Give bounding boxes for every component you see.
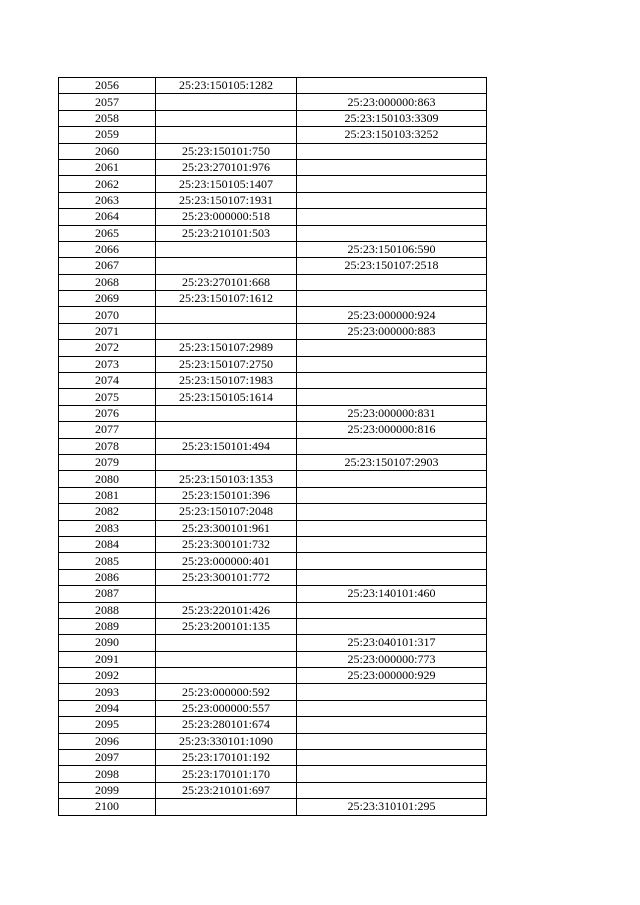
row-number-cell: 2100	[59, 799, 156, 815]
cadastral-number-cell-b	[297, 766, 487, 782]
cadastral-number-cell-b	[297, 471, 487, 487]
cadastral-number-cell-a	[156, 405, 297, 421]
cadastral-number-cell-a: 25:23:300101:961	[156, 520, 297, 536]
row-number-cell: 2086	[59, 569, 156, 585]
row-number-cell: 2059	[59, 127, 156, 143]
table-row	[59, 651, 487, 667]
table-row	[59, 209, 487, 225]
table-row	[59, 750, 487, 766]
table-row	[59, 389, 487, 405]
cadastral-number-cell-a: 25:23:000000:557	[156, 700, 297, 716]
row-number-cell: 2084	[59, 536, 156, 552]
table-row	[59, 274, 487, 290]
table-row	[59, 733, 487, 749]
row-number-cell: 2089	[59, 618, 156, 634]
cadastral-number-cell-b	[297, 487, 487, 503]
cadastral-number-cell-b	[297, 78, 487, 94]
cadastral-number-cell-b	[297, 504, 487, 520]
row-number-cell: 2094	[59, 700, 156, 716]
cadastral-number-cell-a: 25:23:300101:772	[156, 569, 297, 585]
row-number-cell: 2096	[59, 733, 156, 749]
cadastral-number-cell-b: 25:23:140101:460	[297, 586, 487, 602]
cadastral-number-cell-a: 25:23:300101:732	[156, 536, 297, 552]
cadastral-number-cell-b	[297, 176, 487, 192]
row-number-cell: 2071	[59, 323, 156, 339]
cadastral-number-cell-b: 25:23:000000:929	[297, 668, 487, 684]
cadastral-number-cell-b	[297, 733, 487, 749]
row-number-cell: 2058	[59, 110, 156, 126]
row-number-cell: 2073	[59, 356, 156, 372]
cadastral-number-cell-b	[297, 438, 487, 454]
cadastral-number-cell-b: 25:23:040101:317	[297, 635, 487, 651]
row-number-cell: 2062	[59, 176, 156, 192]
table-row	[59, 176, 487, 192]
row-number-cell: 2081	[59, 487, 156, 503]
row-number-cell: 2068	[59, 274, 156, 290]
row-number-cell: 2078	[59, 438, 156, 454]
table-body	[59, 78, 487, 816]
cadastral-number-cell-b	[297, 291, 487, 307]
table-row	[59, 405, 487, 421]
cadastral-number-cell-a: 25:23:150101:750	[156, 143, 297, 159]
row-number-cell: 2066	[59, 241, 156, 257]
row-number-cell: 2092	[59, 668, 156, 684]
row-number-cell: 2083	[59, 520, 156, 536]
cadastral-number-cell-b: 25:23:000000:883	[297, 323, 487, 339]
row-number-cell: 2069	[59, 291, 156, 307]
row-number-cell: 2099	[59, 782, 156, 798]
table-row	[59, 684, 487, 700]
cadastral-number-cell-a	[156, 323, 297, 339]
cadastral-number-cell-a: 25:23:150105:1407	[156, 176, 297, 192]
table-row	[59, 159, 487, 175]
row-number-cell: 2061	[59, 159, 156, 175]
cadastral-number-cell-a: 25:23:000000:401	[156, 553, 297, 569]
cadastral-number-cell-a: 25:23:170101:170	[156, 766, 297, 782]
cadastral-number-cell-a: 25:23:150107:1931	[156, 192, 297, 208]
cadastral-number-cell-b: 25:23:000000:924	[297, 307, 487, 323]
table-row	[59, 504, 487, 520]
cadastral-number-cell-b	[297, 602, 487, 618]
table-row	[59, 471, 487, 487]
cadastral-number-cell-b: 25:23:150107:2518	[297, 258, 487, 274]
cadastral-number-cell-b	[297, 389, 487, 405]
table-row	[59, 225, 487, 241]
cadastral-number-cell-a: 25:23:150103:1353	[156, 471, 297, 487]
cadastral-number-cell-a	[156, 258, 297, 274]
table-row	[59, 700, 487, 716]
cadastral-number-cell-b: 25:23:150107:2903	[297, 454, 487, 470]
cadastral-number-cell-b	[297, 340, 487, 356]
row-number-cell: 2093	[59, 684, 156, 700]
table-row	[59, 487, 487, 503]
table-row	[59, 454, 487, 470]
row-number-cell: 2087	[59, 586, 156, 602]
table-row	[59, 782, 487, 798]
row-number-cell: 2082	[59, 504, 156, 520]
cadastral-number-cell-b	[297, 700, 487, 716]
cadastral-number-cell-a	[156, 110, 297, 126]
table-row	[59, 799, 487, 815]
table-row	[59, 766, 487, 782]
cadastral-number-cell-b	[297, 225, 487, 241]
cadastral-number-cell-a	[156, 799, 297, 815]
cadastral-number-cell-b	[297, 356, 487, 372]
cadastral-number-cell-b	[297, 143, 487, 159]
cadastral-number-cell-a: 25:23:220101:426	[156, 602, 297, 618]
cadastral-number-cell-a: 25:23:280101:674	[156, 717, 297, 733]
cadastral-number-cell-b	[297, 536, 487, 552]
row-number-cell: 2076	[59, 405, 156, 421]
cadastral-number-cell-b	[297, 192, 487, 208]
row-number-cell: 2067	[59, 258, 156, 274]
table-row	[59, 422, 487, 438]
row-number-cell: 2060	[59, 143, 156, 159]
cadastral-number-cell-a	[156, 94, 297, 110]
table-row	[59, 438, 487, 454]
table-row	[59, 586, 487, 602]
table-row	[59, 143, 487, 159]
row-number-cell: 2065	[59, 225, 156, 241]
cadastral-number-cell-b: 25:23:000000:831	[297, 405, 487, 421]
cadastral-number-cell-a: 25:23:270101:668	[156, 274, 297, 290]
cadastral-number-cell-b: 25:23:000000:863	[297, 94, 487, 110]
cadastral-number-cell-a: 25:23:200101:135	[156, 618, 297, 634]
cadastral-number-cell-a	[156, 586, 297, 602]
cadastral-number-cell-a: 25:23:150107:2989	[156, 340, 297, 356]
row-number-cell: 2074	[59, 373, 156, 389]
table-row	[59, 569, 487, 585]
table-row	[59, 602, 487, 618]
table-row	[59, 307, 487, 323]
row-number-cell: 2070	[59, 307, 156, 323]
cadastral-number-cell-a	[156, 422, 297, 438]
cadastral-number-cell-a: 25:23:170101:192	[156, 750, 297, 766]
table-row	[59, 127, 487, 143]
table-row	[59, 291, 487, 307]
table-row	[59, 373, 487, 389]
cadastral-number-cell-b: 25:23:150103:3309	[297, 110, 487, 126]
cadastral-number-cell-b	[297, 159, 487, 175]
table-row	[59, 110, 487, 126]
table-row	[59, 340, 487, 356]
row-number-cell: 2056	[59, 78, 156, 94]
cadastral-number-cell-b: 25:23:310101:295	[297, 799, 487, 815]
row-number-cell: 2085	[59, 553, 156, 569]
row-number-cell: 2091	[59, 651, 156, 667]
cadastral-number-cell-a: 25:23:210101:503	[156, 225, 297, 241]
data-table	[58, 77, 487, 816]
cadastral-number-cell-b	[297, 553, 487, 569]
cadastral-number-cell-b: 25:23:150106:590	[297, 241, 487, 257]
table-row	[59, 192, 487, 208]
cadastral-number-cell-a: 25:23:210101:697	[156, 782, 297, 798]
cadastral-number-cell-a	[156, 241, 297, 257]
row-number-cell: 2098	[59, 766, 156, 782]
table-row	[59, 536, 487, 552]
cadastral-number-cell-b	[297, 373, 487, 389]
cadastral-number-cell-a	[156, 127, 297, 143]
row-number-cell: 2075	[59, 389, 156, 405]
table-row	[59, 553, 487, 569]
row-number-cell: 2095	[59, 717, 156, 733]
cadastral-number-cell-b	[297, 569, 487, 585]
row-number-cell: 2063	[59, 192, 156, 208]
cadastral-number-cell-a	[156, 668, 297, 684]
table-row	[59, 323, 487, 339]
row-number-cell: 2080	[59, 471, 156, 487]
cadastral-number-cell-b: 25:23:000000:816	[297, 422, 487, 438]
row-number-cell: 2072	[59, 340, 156, 356]
row-number-cell: 2064	[59, 209, 156, 225]
cadastral-number-cell-b: 25:23:000000:773	[297, 651, 487, 667]
table-row	[59, 520, 487, 536]
cadastral-number-cell-a	[156, 635, 297, 651]
row-number-cell: 2088	[59, 602, 156, 618]
table-row	[59, 258, 487, 274]
table-row	[59, 635, 487, 651]
row-number-cell: 2097	[59, 750, 156, 766]
row-number-cell: 2057	[59, 94, 156, 110]
cadastral-number-cell-a	[156, 307, 297, 323]
cadastral-number-cell-a: 25:23:330101:1090	[156, 733, 297, 749]
table-row	[59, 241, 487, 257]
cadastral-number-cell-b	[297, 717, 487, 733]
cadastral-number-cell-b	[297, 618, 487, 634]
cadastral-number-cell-a: 25:23:000000:518	[156, 209, 297, 225]
table-row	[59, 618, 487, 634]
row-number-cell: 2090	[59, 635, 156, 651]
cadastral-number-cell-a	[156, 454, 297, 470]
cadastral-number-cell-a: 25:23:000000:592	[156, 684, 297, 700]
cadastral-number-cell-b	[297, 750, 487, 766]
cadastral-number-cell-a: 25:23:150105:1614	[156, 389, 297, 405]
cadastral-number-cell-a: 25:23:270101:976	[156, 159, 297, 175]
cadastral-number-cell-b	[297, 520, 487, 536]
cadastral-number-cell-a: 25:23:150105:1282	[156, 78, 297, 94]
table-row	[59, 717, 487, 733]
cadastral-number-cell-a: 25:23:150101:494	[156, 438, 297, 454]
table-row	[59, 668, 487, 684]
cadastral-number-cell-a: 25:23:150101:396	[156, 487, 297, 503]
table-row	[59, 78, 487, 94]
cadastral-number-cell-a: 25:23:150107:2750	[156, 356, 297, 372]
cadastral-number-cell-b	[297, 209, 487, 225]
cadastral-number-cell-b	[297, 782, 487, 798]
table-row	[59, 356, 487, 372]
cadastral-number-cell-b	[297, 684, 487, 700]
cadastral-number-cell-a: 25:23:150107:2048	[156, 504, 297, 520]
row-number-cell: 2077	[59, 422, 156, 438]
cadastral-number-cell-a	[156, 651, 297, 667]
row-number-cell: 2079	[59, 454, 156, 470]
cadastral-number-cell-b: 25:23:150103:3252	[297, 127, 487, 143]
cadastral-number-cell-b	[297, 274, 487, 290]
cadastral-number-cell-a: 25:23:150107:1612	[156, 291, 297, 307]
cadastral-number-cell-a: 25:23:150107:1983	[156, 373, 297, 389]
table-row	[59, 94, 487, 110]
